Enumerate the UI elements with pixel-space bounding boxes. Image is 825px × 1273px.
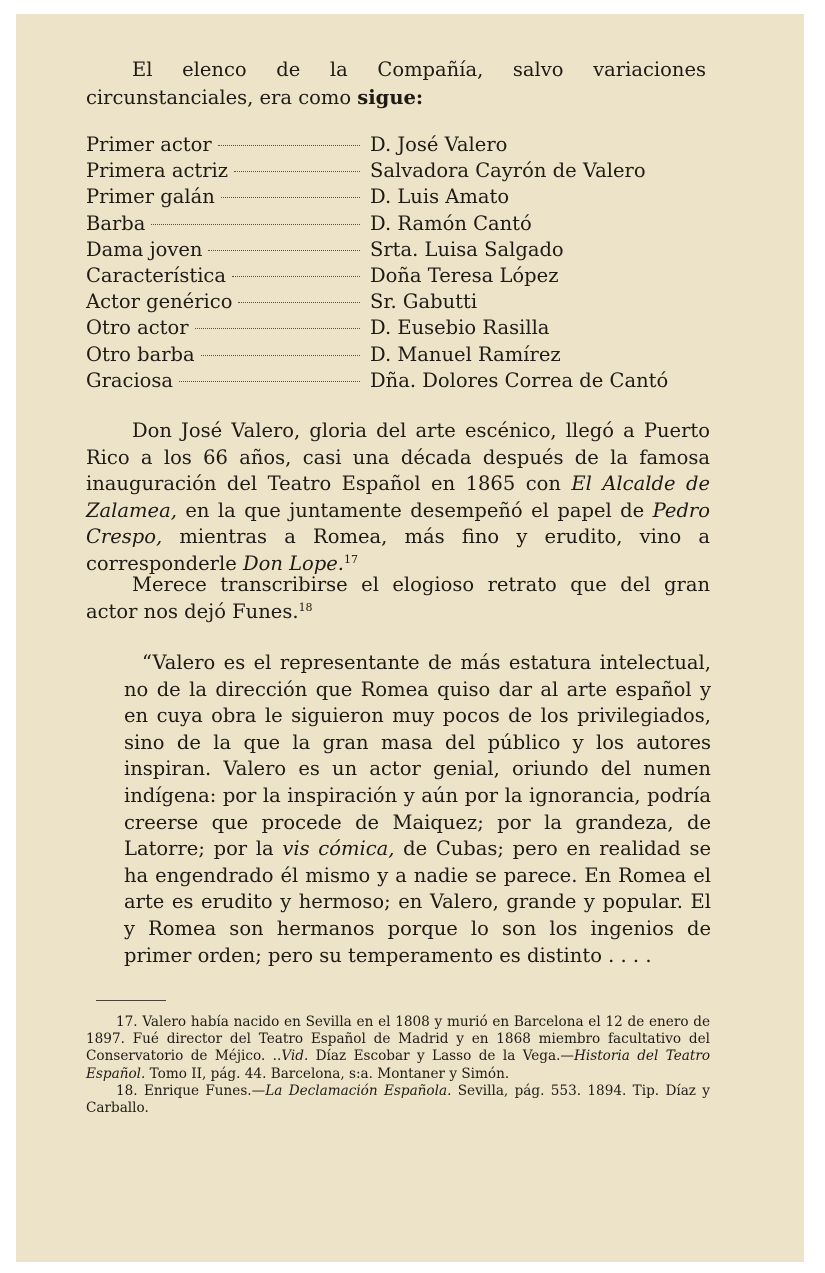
leader-dots [221,197,360,198]
leader-dots [151,224,360,225]
cast-row [86,132,726,158]
cast-actor: D. Ramón Cantó [370,211,532,235]
cast-list [86,132,726,394]
cast-actor: D. Eusebio Rasilla [370,316,550,340]
footnote-rule [96,1000,166,1001]
cast-row [86,315,726,341]
cast-row [86,263,726,289]
block-quote: “Valero es el representante de más estatura intelectual, no de la dirección que Romea quiso dar al arte español y en cuya obra le siguieron muy pocos de los privilegiados, sino de la que la gran masa del público y los autores inspiran. Valero es un actor genial, oriundo del numen indígena: por la inspiración y aún por la ignorancia, podría creerse que procede de Maiquez; por la grandeza, de Latorre; por la vis cómica, de Cubas; pero en realidad se ha engendrado él mismo y a nadie se parece. En Romea el arte es erudito y hermoso; en Valero, grande y popular. El y Romea son hermanos porque lo son los ingenios de primer orden; pero su temperamento es distinto . . . . [124,651,711,967]
cast-actor: D. Manuel Ramírez [370,342,561,366]
footnote-ref-18: 18 [298,600,313,614]
cast-actor: Sr. Gabutti [370,290,478,314]
cast-actor: D. Luis Amato [370,185,510,209]
leader-dots [201,355,360,356]
cast-row [86,368,726,394]
cast-row [86,342,726,368]
cast-row [86,237,726,263]
footnote-ref-17: 17 [344,552,358,566]
leader-dots [218,145,360,146]
role-name: Pedro Crespo, [86,498,710,548]
cast-actor: Dña. Dolores Correa de Cantó [370,368,669,392]
role-name: Don Lope. [242,551,344,575]
cast-actor: Doña Teresa López [370,264,559,288]
footnote-17: 17. Valero había nacido en Sevilla en el 1808 y murió en Barcelona el 12 de enero de 1897. Fué director del Teatro Español de Madrid y en 1868 miembro facultativo del Conservatorio de Méjico. ..Vid. Díaz Escobar y Lasso de la Vega.—Historia del Teatro Español. Tomo II, pág. 44. Barcelona, s:a. Montaner y Simón. [86,1014,710,1082]
book-title: Historia del Teatro Español. [86,1048,710,1082]
cast-actor: Salvadora Cayrón de Valero [370,159,646,183]
valero-paragraph: Don José Valero, gloria del arte escénico, llegó a Puerto Rico a los 66 años, casi una década después de la famosa inauguración del Teatro Español en 1865 con El Alcalde de Zalamea, en la que juntamente desempeñó el papel de Pedro Crespo, mientras a Romea, más fino y erudito, vino a corresponderle Don Lope.$^{17}$ [86,419,710,575]
leader-dots [208,250,360,251]
leader-dots [238,302,360,303]
cast-role: Primer actor [86,133,212,156]
cast-actor: Srta. Luisa Salgado [370,237,564,261]
leader-dots [179,381,360,382]
cast-role: Otro actor [86,316,189,340]
cast-role: Primera actriz [86,159,229,183]
intro-paragraph [86,56,706,112]
footnotes [86,1014,710,1117]
cast-row [86,211,726,237]
leader-dots [195,328,360,329]
funes-paragraph: Merece transcribirse el elogioso retrato que del gran actor nos dejó Funes.$^{18}$ [86,573,710,623]
cast-role: Barba [86,211,146,235]
cast-role: Dama joven [86,237,203,261]
intro-text: El elenco de la Compañía, salvo variaciones circunstanciales, era como [86,58,706,109]
book-title: La Declamación Española. [265,1082,452,1099]
leader-dots [234,171,360,172]
footnote-18: 18. Enrique Funes.—La Declamación Española. Sevilla, pág. 553. 1894. Tip. Díaz y Carballo. [86,1082,710,1117]
cast-role: Graciosa [86,368,174,392]
cast-row [86,158,726,184]
cast-role: Actor genérico [86,290,233,314]
leader-dots [232,276,360,277]
work-title: El Alcalde de Zalamea, [86,472,710,522]
cast-row [86,184,726,210]
cast-row [86,289,726,315]
cast-role: Otro barba [86,342,195,366]
cast-actor: D. José Valero [370,133,508,156]
cast-role: Característica [86,264,226,288]
intro-emphasis: sigue: [357,86,424,109]
book-page [16,14,804,1262]
latin-phrase: vis cómica, [282,837,395,861]
cast-role: Primer galán [86,185,215,209]
